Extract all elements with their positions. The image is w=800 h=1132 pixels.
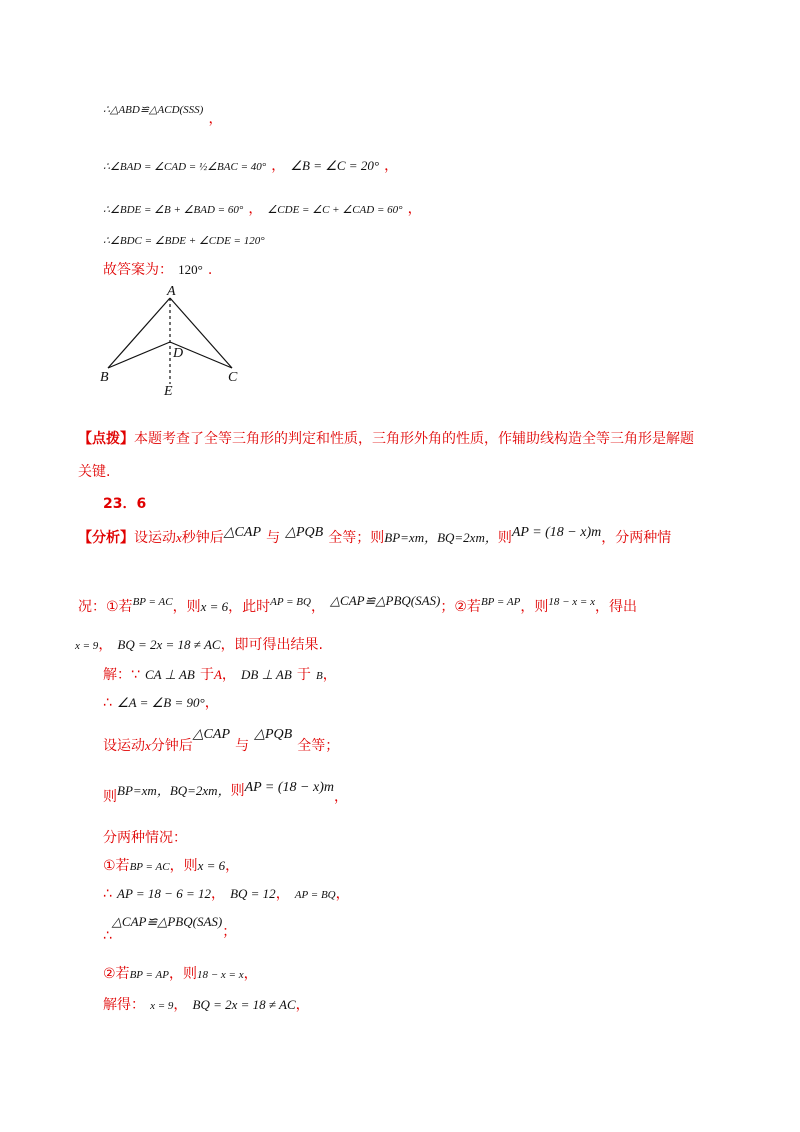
- math-text: ∠B = ∠C = 20°: [290, 158, 380, 173]
- text: 则: [103, 789, 117, 805]
- math-text: x = 6: [197, 858, 226, 873]
- var: x: [145, 738, 151, 753]
- text: ，: [275, 886, 290, 902]
- text: ，分两种情: [601, 530, 672, 546]
- label-d: D: [173, 346, 184, 361]
- text: ，: [243, 966, 258, 982]
- text: ，得出: [594, 599, 637, 615]
- problem-number: [103, 495, 146, 511]
- solution-line-5: [103, 829, 187, 845]
- text: ，: [333, 789, 348, 805]
- text: 分钟后: [150, 738, 193, 754]
- text: 设运动: [103, 738, 145, 754]
- text: 设运动: [134, 530, 176, 546]
- text: 解得：: [103, 997, 145, 1013]
- text: ；②若: [440, 599, 481, 615]
- tip-text: 关键.: [78, 464, 111, 480]
- text: ，: [335, 886, 350, 902]
- math-text: BP=xm，BQ=2xm，: [384, 530, 498, 545]
- therefore-symbol: ∴: [103, 695, 112, 711]
- math-text: 18 − x = x: [548, 596, 595, 608]
- punct: .: [207, 262, 213, 278]
- math-text: BP = AP: [129, 969, 169, 981]
- label-e: E: [164, 384, 173, 399]
- math-text: B: [316, 670, 323, 682]
- math-text: BP = AC: [132, 596, 173, 608]
- math-text: A: [213, 667, 222, 682]
- text: ，: [225, 858, 240, 874]
- because-symbol: ∵: [131, 667, 140, 683]
- text: 况：①若: [78, 599, 133, 615]
- math-text: ∠CDE = ∠C + ∠CAD = 60°: [267, 204, 403, 216]
- answer-value: 120°: [178, 262, 203, 277]
- therefore-symbol: ∴: [103, 886, 112, 902]
- math-text: AP = (18 − x)m: [511, 525, 602, 540]
- solution-line-8: [103, 913, 237, 944]
- math-text: x = 6: [200, 599, 229, 614]
- math-text: BP=xm，BQ=2xm，: [117, 783, 231, 798]
- text: 全等；则: [328, 530, 385, 546]
- math-text: ∴∠BDE = ∠B + ∠BAD = 60°: [103, 204, 244, 216]
- math-text: ∠A = ∠B = 90°: [117, 695, 205, 710]
- solution-head: 解：: [103, 667, 131, 683]
- math-text: x = 9: [150, 1000, 174, 1012]
- math-text: DB ⊥ AB: [241, 667, 292, 682]
- math-text: 18 − x = x: [196, 969, 244, 981]
- punct: ，: [248, 201, 263, 217]
- math-text: ∴∠BAD = ∠CAD = ½∠BAC = 40°: [103, 161, 267, 173]
- tip-text: 本题考查了全等三角形的判定和性质，三角形外角的性质，作辅助线构造全等三角形是解题: [134, 431, 694, 447]
- solution-line-10: [103, 996, 310, 1012]
- math-text: AP = 18 − 6 = 12: [117, 886, 211, 901]
- math-text: AP = BQ: [270, 596, 311, 608]
- problem-number-text: 23．6: [103, 496, 147, 512]
- text: ，此时: [228, 599, 271, 615]
- text: 于: [199, 667, 214, 683]
- text: ，: [295, 997, 310, 1013]
- math-text: BQ = 2x = 18 ≠ AC: [192, 997, 296, 1012]
- math-text: BP = AP: [480, 596, 521, 608]
- text: ，则: [172, 599, 201, 615]
- math-text: AP = BQ: [294, 889, 336, 901]
- math-text: △CAP≌△PBQ(SAS): [330, 593, 441, 608]
- text: 全等；: [297, 738, 340, 754]
- answer-line: [103, 261, 212, 277]
- solution-line-9: [103, 965, 258, 981]
- text: ，则: [168, 966, 197, 982]
- math-text: x = 9: [75, 640, 99, 652]
- math-text: ∴∠BDC = ∠BDE + ∠CDE = 120°: [103, 235, 265, 247]
- line-angle-bad: [103, 157, 398, 173]
- text: 分两种情况：: [103, 830, 187, 846]
- math-text: △CAP: [223, 525, 261, 540]
- text: ，: [173, 997, 188, 1013]
- punct: ，: [208, 111, 223, 127]
- tip-line-1: [78, 430, 694, 446]
- answer-label: 故答案为：: [103, 262, 173, 278]
- analysis-line-2: [78, 592, 637, 615]
- math-text: △PQB: [254, 727, 293, 742]
- therefore-symbol: ∴: [103, 928, 112, 944]
- text: ，: [210, 886, 225, 902]
- text: ，: [310, 599, 325, 615]
- text: ，即可得出结果.: [220, 637, 324, 653]
- math-text: BQ = 2x = 18 ≠ AC: [117, 637, 221, 652]
- math-text: AP = (18 − x)m: [244, 780, 334, 795]
- line-angle-bde: [103, 200, 422, 216]
- segment-bd: [108, 342, 170, 368]
- text: ，则: [520, 599, 549, 615]
- solution-line-3: [103, 725, 340, 754]
- text: ②若: [103, 966, 130, 982]
- math-text: BP = AC: [129, 861, 170, 873]
- label-a: A: [167, 284, 176, 299]
- punct: ，: [384, 158, 399, 174]
- text: ，: [221, 667, 236, 683]
- analysis-head: 【分析】: [78, 530, 134, 546]
- segment-ab: [108, 298, 170, 368]
- line-angle-bdc: [103, 231, 265, 247]
- text: 与: [235, 738, 250, 754]
- analysis-line-3: [75, 636, 323, 652]
- text: ，: [204, 695, 219, 711]
- math-text: CA ⊥ AB: [145, 667, 195, 682]
- solution-line-1: [103, 666, 337, 682]
- text: ，: [322, 667, 337, 683]
- text: 秒钟后: [181, 530, 224, 546]
- tip-line-2: [78, 463, 110, 479]
- text: 则: [497, 530, 512, 546]
- label-b: B: [100, 370, 109, 385]
- text: 则: [230, 783, 245, 799]
- solution-line-4: [103, 778, 348, 805]
- math-text: △PQB: [285, 525, 324, 540]
- solution-line-6: [103, 857, 239, 873]
- text: 与: [266, 530, 281, 546]
- tip-head: 【点拨】: [78, 431, 134, 447]
- math-text: △CAP: [192, 727, 230, 742]
- text: ①若: [103, 858, 130, 874]
- text: ，则: [169, 858, 198, 874]
- math-text: ∴△ABD≌△ACD(SSS): [103, 104, 204, 116]
- text: ，: [98, 637, 113, 653]
- line-congruence-sss: [103, 100, 223, 127]
- text: 于: [296, 667, 311, 683]
- label-c: C: [228, 370, 238, 385]
- punct: ，: [271, 158, 286, 174]
- var: x: [176, 530, 182, 545]
- analysis-line-1: [78, 523, 672, 546]
- solution-line-2: [103, 694, 219, 710]
- solution-line-7: [103, 885, 350, 901]
- math-text: BQ = 12: [230, 886, 276, 901]
- math-text: △CAP≌△PBQ(SAS): [111, 914, 223, 929]
- punct: ，: [407, 201, 422, 217]
- geometry-figure: [95, 280, 255, 405]
- text: ；: [222, 924, 237, 940]
